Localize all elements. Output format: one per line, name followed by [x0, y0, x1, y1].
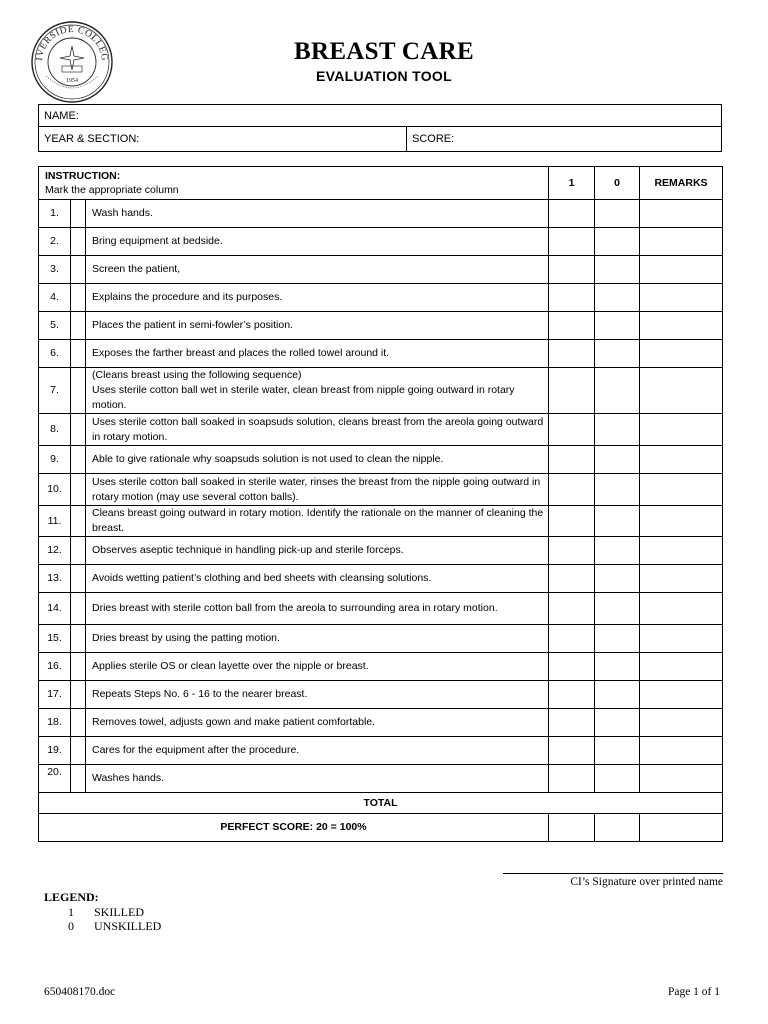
footer-filename: 650408170.doc: [44, 986, 116, 998]
step-number: 11.: [39, 506, 71, 537]
step-number: 10.: [39, 474, 71, 506]
remarks-cell[interactable]: [640, 709, 723, 737]
remarks-cell[interactable]: [640, 368, 723, 414]
step-spacer-cell: [71, 565, 86, 593]
step-number: 2.: [39, 228, 71, 256]
table-row: [39, 446, 723, 474]
step-spacer-cell: [71, 446, 86, 474]
check-cell-skilled[interactable]: [549, 565, 595, 593]
legend-label: UNSKILLED: [94, 919, 162, 933]
legend: [44, 890, 161, 933]
logo-year: 1954: [66, 78, 78, 84]
check-cell-skilled[interactable]: [549, 446, 595, 474]
step-number: 1.: [39, 200, 71, 228]
footer-page-number: Page 1 of 1: [667, 986, 720, 998]
column-header-remarks: REMARKS: [640, 167, 723, 200]
remarks-cell[interactable]: [640, 200, 723, 228]
remarks-cell[interactable]: [640, 506, 723, 537]
check-cell-unskilled[interactable]: [595, 368, 640, 414]
student-info-box: [38, 104, 722, 152]
check-cell-unskilled[interactable]: [595, 537, 640, 565]
table-row: [39, 593, 723, 625]
table-row: [39, 256, 723, 284]
perfect-score-check-1[interactable]: [549, 814, 595, 842]
step-spacer-cell: [71, 593, 86, 625]
table-header-row: [39, 167, 723, 200]
step-number: 9.: [39, 446, 71, 474]
remarks-cell[interactable]: [640, 765, 723, 793]
table-row: [39, 284, 723, 312]
step-description: Dries breast with sterile cotton ball from the areola to surrounding area in rotary motion.: [86, 593, 549, 625]
step-description: Observes aseptic technique in handling pick-up and sterile forceps.: [86, 537, 549, 565]
check-cell-unskilled[interactable]: [595, 414, 640, 446]
check-cell-skilled[interactable]: [549, 709, 595, 737]
step-description: Uses sterile cotton ball soaked in sterile water, rinses the breast from the nipple going outward in rotary motion (may use several cotton balls).: [86, 474, 549, 506]
step-number: 18.: [39, 709, 71, 737]
instruction-title: INSTRUCTION:: [45, 170, 121, 182]
check-cell-unskilled[interactable]: [595, 474, 640, 506]
step-spacer-cell: [71, 284, 86, 312]
check-cell-skilled[interactable]: [549, 506, 595, 537]
remarks-cell[interactable]: [640, 565, 723, 593]
remarks-cell[interactable]: [640, 228, 723, 256]
step-description: Avoids wetting patient’s clothing and bed sheets with cleansing solutions.: [86, 565, 549, 593]
table-row: [39, 506, 723, 537]
check-cell-skilled[interactable]: [549, 284, 595, 312]
remarks-cell[interactable]: [640, 414, 723, 446]
check-cell-skilled[interactable]: [549, 537, 595, 565]
step-spacer-cell: [71, 681, 86, 709]
check-cell-unskilled[interactable]: [595, 765, 640, 793]
step-spacer-cell: [71, 537, 86, 565]
check-cell-skilled[interactable]: [549, 653, 595, 681]
check-cell-skilled[interactable]: [549, 681, 595, 709]
step-number: 8.: [39, 414, 71, 446]
remarks-cell[interactable]: [640, 653, 723, 681]
remarks-cell[interactable]: [640, 256, 723, 284]
remarks-cell[interactable]: [640, 681, 723, 709]
step-number: 16.: [39, 653, 71, 681]
signature-line: [503, 873, 723, 874]
legend-title: LEGEND:: [44, 890, 99, 904]
table-row: [39, 312, 723, 340]
table-row: [39, 537, 723, 565]
check-cell-unskilled[interactable]: [595, 709, 640, 737]
table-row: [39, 565, 723, 593]
check-cell-unskilled[interactable]: [595, 200, 640, 228]
step-number: 6.: [39, 340, 71, 368]
step-description: Removes towel, adjusts gown and make patient comfortable.: [86, 709, 549, 737]
perfect-score-check-0[interactable]: [595, 814, 640, 842]
step-spacer-cell: [71, 653, 86, 681]
svg-text:RIVERSIDE COLLEGE: IVERSIDE COLLEG: [35, 24, 110, 62]
check-cell-unskilled[interactable]: [595, 340, 640, 368]
table-row: [39, 340, 723, 368]
step-description: Explains the procedure and its purposes.: [86, 284, 549, 312]
step-number: 17.: [39, 681, 71, 709]
table-row: [39, 709, 723, 737]
table-row: [39, 653, 723, 681]
step-spacer-cell: [71, 737, 86, 765]
step-spacer-cell: [71, 765, 86, 793]
remarks-cell[interactable]: [640, 284, 723, 312]
signature-label: CI’s Signature over printed name: [570, 876, 723, 888]
check-cell-skilled[interactable]: [549, 737, 595, 765]
remarks-cell[interactable]: [640, 312, 723, 340]
step-spacer-cell: [71, 200, 86, 228]
page-subtitle: EVALUATION TOOL: [316, 68, 452, 84]
step-number: 13.: [39, 565, 71, 593]
check-cell-skilled[interactable]: [549, 765, 595, 793]
step-description: Bring equipment at bedside.: [86, 228, 549, 256]
step-spacer-cell: [71, 709, 86, 737]
check-cell-skilled[interactable]: [549, 414, 595, 446]
column-header-skilled: 1: [549, 167, 595, 200]
check-cell-skilled[interactable]: [549, 200, 595, 228]
remarks-cell[interactable]: [640, 474, 723, 506]
table-row: [39, 200, 723, 228]
remarks-cell[interactable]: [640, 737, 723, 765]
check-cell-unskilled[interactable]: [595, 653, 640, 681]
step-description: Places the patient in semi-fowler’s position.: [86, 312, 549, 340]
step-description: Cleans breast going outward in rotary motion. Identify the rationale on the manner of cleaning the breast.: [86, 506, 549, 537]
instruction-cell: [39, 167, 549, 200]
step-spacer-cell: [71, 228, 86, 256]
remarks-cell[interactable]: [640, 625, 723, 653]
step-spacer-cell: [71, 414, 86, 446]
perfect-score-remarks[interactable]: [640, 814, 723, 842]
perfect-score-label: PERFECT SCORE: 20 = 100%: [39, 814, 549, 842]
table-row: [39, 737, 723, 765]
step-spacer-cell: [71, 368, 86, 414]
step-description: Screen the patient,: [86, 256, 549, 284]
table-row: [39, 368, 723, 414]
remarks-cell[interactable]: [640, 537, 723, 565]
step-description: Cares for the equipment after the procedure.: [86, 737, 549, 765]
legend-label: SKILLED: [94, 905, 144, 919]
check-cell-unskilled[interactable]: [595, 737, 640, 765]
step-number: 3.: [39, 256, 71, 284]
step-number: 5.: [39, 312, 71, 340]
check-cell-skilled[interactable]: [549, 340, 595, 368]
table-row: [39, 765, 723, 793]
table-row: [39, 414, 723, 446]
check-cell-unskilled[interactable]: [595, 681, 640, 709]
step-description: Dries breast by using the patting motion.: [86, 625, 549, 653]
legend-item: [44, 919, 161, 933]
table-row: [39, 681, 723, 709]
perfect-score-row: [39, 814, 723, 842]
total-row: [39, 793, 723, 814]
check-cell-unskilled[interactable]: [595, 625, 640, 653]
check-cell-skilled[interactable]: [549, 312, 595, 340]
check-cell-unskilled[interactable]: [595, 565, 640, 593]
step-number: 7.: [39, 368, 71, 414]
table-row: [39, 474, 723, 506]
step-number: 4.: [39, 284, 71, 312]
step-spacer-cell: [71, 340, 86, 368]
step-description: Washes hands.: [86, 765, 549, 793]
page-title: BREAST CARE: [294, 38, 474, 65]
table-row: [39, 228, 723, 256]
evaluation-table: [38, 166, 723, 842]
step-spacer-cell: [71, 256, 86, 284]
legend-key: 0: [68, 919, 74, 933]
check-cell-skilled[interactable]: [549, 625, 595, 653]
check-cell-unskilled[interactable]: [595, 228, 640, 256]
step-number: 20.: [39, 765, 71, 793]
step-spacer-cell: [71, 474, 86, 506]
check-cell-unskilled[interactable]: [595, 256, 640, 284]
step-number: 14.: [39, 593, 71, 625]
check-cell-unskilled[interactable]: [595, 593, 640, 625]
step-description: Wash hands.: [86, 200, 549, 228]
step-description: Applies sterile OS or clean layette over the nipple or breast.: [86, 653, 549, 681]
check-cell-skilled[interactable]: [549, 368, 595, 414]
total-label: TOTAL: [39, 793, 723, 814]
step-description: Exposes the farther breast and places the rolled towel around it.: [86, 340, 549, 368]
score-field[interactable]: SCORE:: [412, 133, 455, 145]
check-cell-skilled[interactable]: [549, 593, 595, 625]
step-number: 19.: [39, 737, 71, 765]
check-cell-unskilled[interactable]: [595, 506, 640, 537]
check-cell-unskilled[interactable]: [595, 446, 640, 474]
step-description: Repeats Steps No. 6 - 16 to the nearer breast.: [86, 681, 549, 709]
remarks-cell[interactable]: [640, 340, 723, 368]
step-number: 15.: [39, 625, 71, 653]
check-cell-unskilled[interactable]: [595, 284, 640, 312]
check-cell-skilled[interactable]: [549, 228, 595, 256]
remarks-cell[interactable]: [640, 593, 723, 625]
check-cell-skilled[interactable]: [549, 474, 595, 506]
legend-key: 1: [68, 905, 74, 919]
year-section-field[interactable]: YEAR & SECTION:: [44, 133, 140, 145]
step-description: Uses sterile cotton ball soaked in soapsuds solution, cleans breast from the areola going outward in rotary motion.: [86, 414, 549, 446]
step-number: 12.: [39, 537, 71, 565]
step-description: (Cleans breast using the following sequence) Uses sterile cotton ball wet in sterile water, clean breast from nipple going outward in rotary motion.: [86, 368, 549, 414]
step-spacer-cell: [71, 506, 86, 537]
step-spacer-cell: [71, 312, 86, 340]
legend-item: [44, 905, 161, 919]
check-cell-unskilled[interactable]: [595, 312, 640, 340]
name-field[interactable]: NAME:: [44, 109, 79, 122]
step-spacer-cell: [71, 625, 86, 653]
check-cell-skilled[interactable]: [549, 256, 595, 284]
column-header-unskilled: 0: [595, 167, 640, 200]
remarks-cell[interactable]: [640, 446, 723, 474]
instruction-text: Mark the appropriate column: [45, 184, 179, 196]
step-description: Able to give rationale why soapsuds solution is not used to clean the nipple.: [86, 446, 549, 474]
table-row: [39, 625, 723, 653]
